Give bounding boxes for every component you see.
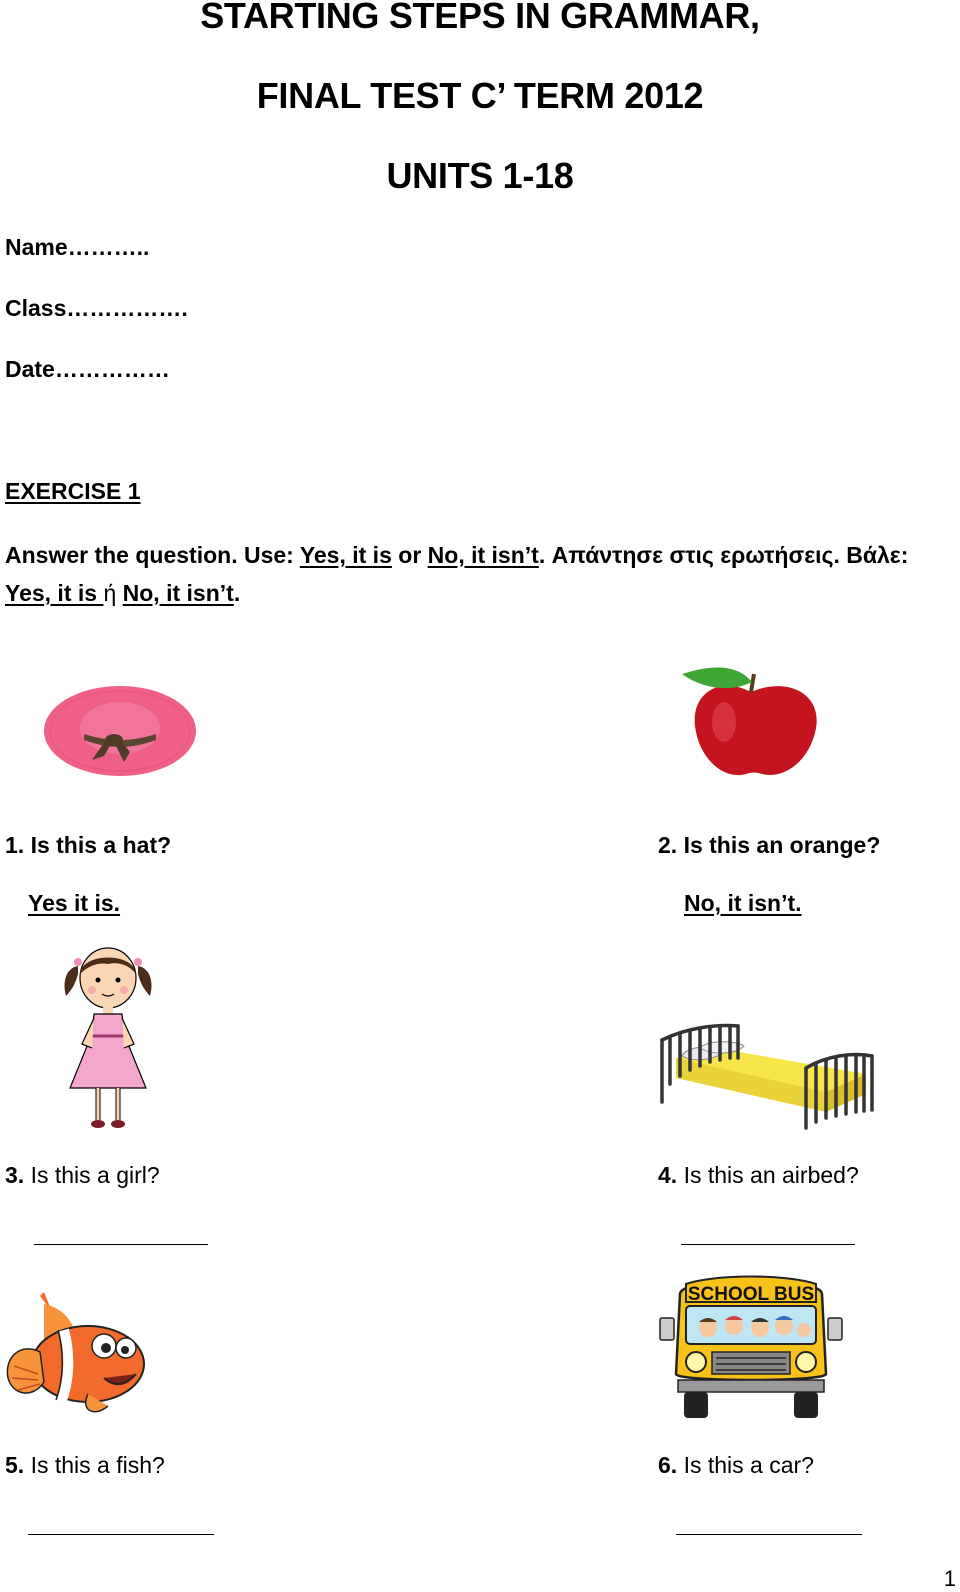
question-3 [5, 1160, 160, 1190]
question-2-text: Is this an orange? [677, 832, 881, 858]
name-field: Name……….. [5, 234, 150, 260]
fish-picture [4, 1282, 150, 1422]
answer-5-line[interactable] [28, 1534, 214, 1535]
question-3-text: Is this a girl? [24, 1162, 160, 1188]
question-1 [5, 830, 171, 860]
answer-6-line[interactable] [676, 1534, 862, 1535]
instructions-ee: ή [103, 580, 117, 606]
instructions-or: or [391, 542, 428, 568]
question-6-number: 6. [658, 1452, 678, 1478]
instructions-greek: . Απάντησε στις ερωτήσεις. Βάλε: [538, 542, 909, 568]
title-line-1: STARTING STEPS IN GRAMMAR, [200, 0, 760, 36]
instructions-end: . [233, 580, 241, 606]
question-4-text: Is this an airbed? [677, 1162, 859, 1188]
question-5-text: Is this a fish? [24, 1452, 165, 1478]
question-6-text: Is this a car? [677, 1452, 814, 1478]
question-2 [658, 830, 880, 860]
answer-1: Yes it is. [28, 890, 121, 916]
question-5-number: 5. [5, 1452, 25, 1478]
hat-picture [40, 676, 200, 786]
yes-answer-form: Yes, it is [299, 542, 392, 568]
question-3-number: 3. [5, 1162, 25, 1188]
title-line-2: FINAL TEST C’ TERM 2012 [256, 75, 704, 116]
bed-picture [656, 1018, 878, 1136]
exercise-heading: EXERCISE 1 [5, 478, 141, 504]
answer-3-line[interactable] [34, 1244, 208, 1245]
bus-sign-text: SCHOOL BUS [687, 1284, 815, 1305]
title-line-3: UNITS 1-18 [386, 155, 574, 196]
question-1-text: Is this a hat? [24, 832, 172, 858]
school-bus-picture [656, 1270, 846, 1422]
yes-answer-form-2: Yes, it is [5, 580, 104, 606]
answer-2: No, it isn’t. [684, 890, 802, 916]
question-5 [5, 1450, 165, 1480]
class-field: Class……………. [5, 295, 188, 321]
question-4-number: 4. [658, 1162, 678, 1188]
answer-4-line[interactable] [681, 1244, 855, 1245]
question-2-number: 2. [658, 832, 678, 858]
apple-picture [676, 662, 826, 787]
no-answer-form: No, it isn’t [427, 542, 539, 568]
instructions [5, 536, 955, 612]
instructions-text: Answer the question. Use: [5, 542, 300, 568]
question-4 [658, 1160, 859, 1190]
girl-picture [58, 938, 158, 1140]
date-field: Date…………… [5, 356, 170, 382]
question-1-number: 1. [5, 832, 25, 858]
no-answer-form-2: No, it isn’t [122, 580, 234, 606]
page-number: 1 [943, 1566, 956, 1591]
question-6 [658, 1450, 814, 1480]
